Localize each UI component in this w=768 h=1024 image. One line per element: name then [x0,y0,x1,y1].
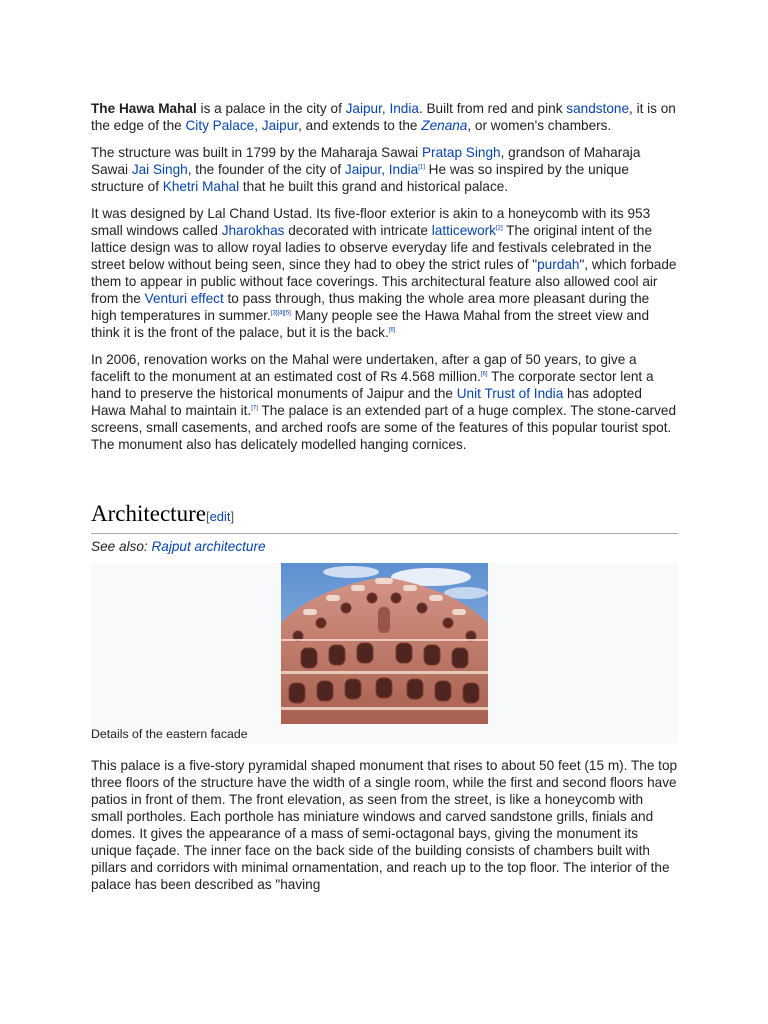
link-venturi-effect[interactable]: Venturi effect [144,291,224,306]
link-jharokhas[interactable]: Jharokhas [221,223,285,238]
intro-paragraph: The Hawa Mahal is a palace in the city of Jaipur, India. Built from red and pink sandstone, it is on the edge of the City Palace, Jaipur, and extends to the Zenana, or women's chambers. [91,101,676,133]
reference-link[interactable]: [3][4][5] [270,310,291,317]
link-latticework[interactable]: latticework [431,223,496,238]
link-unit-trust-of-india[interactable]: Unit Trust of India [456,386,564,401]
bold-title: The Hawa Mahal [91,101,197,116]
reference-link[interactable]: [7] [251,405,258,412]
architecture-paragraph: This palace is a five-story pyramidal shaped monument that rises to about 50 feet (15 m). The top three floors of the structure have the width of a single room, while the first and second floors have patios in front of them. The front elevation, as seen from the street, is like a honeycomb with small portholes. Each porthole has miniature windows and carved sandstone grills, finials and domes. It gives the appearance of a mass of semi-octagonal bays, giving the monument its unique façade. The inner face on the back side of the building consists of chambers built with pillars and corridors with minimal ornamentation, and reach up to the top floor. The interior of the palace has been described as "having [91,758,678,892]
renovation-paragraph: In 2006, renovation works on the Mahal were undertaken, after a gap of 50 years, to give a facelift to the monument at an estimated cost of Rs 4.568 million.[6] The corporate sector lent a hand to preserve the historical monuments of Jaipur and the Unit Trust of India has adopted Hawa Mahal to maintain it.[7] The palace is an extended part of a huge complex. The stone-carved screens, small casements, and arched roofs are some of the features of this popular tourist spot. The monument also has delicately modelled hanging cornices. [91,352,677,452]
section-heading-architecture: Architecture[edit] [91,501,678,534]
article-body [91,100,678,903]
hawa-mahal-photo[interactable] [281,563,488,724]
link-purdah[interactable]: purdah [537,257,580,272]
reference-link[interactable]: [6] [388,327,396,334]
link-pratap-singh[interactable]: Pratap Singh [421,145,501,160]
link-sandstone[interactable]: sandstone [566,101,630,116]
link-jaipur-india-2[interactable]: Jaipur, India [344,162,419,177]
link-city-palace[interactable]: City Palace, Jaipur [185,118,299,133]
link-rajput-architecture[interactable]: Rajput architecture [151,539,266,554]
reference-link[interactable]: [1] [418,164,425,171]
link-khetri-mahal[interactable]: Khetri Mahal [162,179,240,194]
history-paragraph: The structure was built in 1799 by the Maharaja Sawai Pratap Singh, grandson of Maharaja Sawai Jai Singh, the founder of the city of Jaipur, India[1] He was so inspired by the unique structure of Khetri Mahal that he built this grand and historical palace. [91,145,641,194]
edit-section-link[interactable]: [edit] [205,509,235,524]
reference-link[interactable]: [2] [495,225,503,232]
see-also-hatnote: See also: Rajput architecture [91,539,266,554]
link-zenana[interactable]: Zenana [421,118,468,133]
reference-link[interactable]: [6] [480,371,488,378]
link-jaipur-india[interactable]: Jaipur, India [345,101,419,116]
facade-illustration [281,563,488,724]
figure-box [91,563,678,743]
design-paragraph: It was designed by Lal Chand Ustad. Its five-floor exterior is akin to a honeycomb with its 953 small windows called Jharokhas decorated with intricate latticework[2] The original intent of the lattice design was to allow royal ladies to observe everyday life and festivals celebrated in the street below without being seen, since they had to obey the strict rules of "purdah", which forbade them to appear in public without face coverings. This architectural feature also allowed cool air from the Venturi effect to pass through, thus making the whole area more pleasant during the high temperatures in summer.[3][4][5] Many people see the Hawa Mahal from the street view and think it is the front of the palace, but it is the back.[6] [91,206,677,340]
figure-caption: Details of the eastern facade [91,727,248,741]
link-jai-singh[interactable]: Jai Singh [131,162,188,177]
